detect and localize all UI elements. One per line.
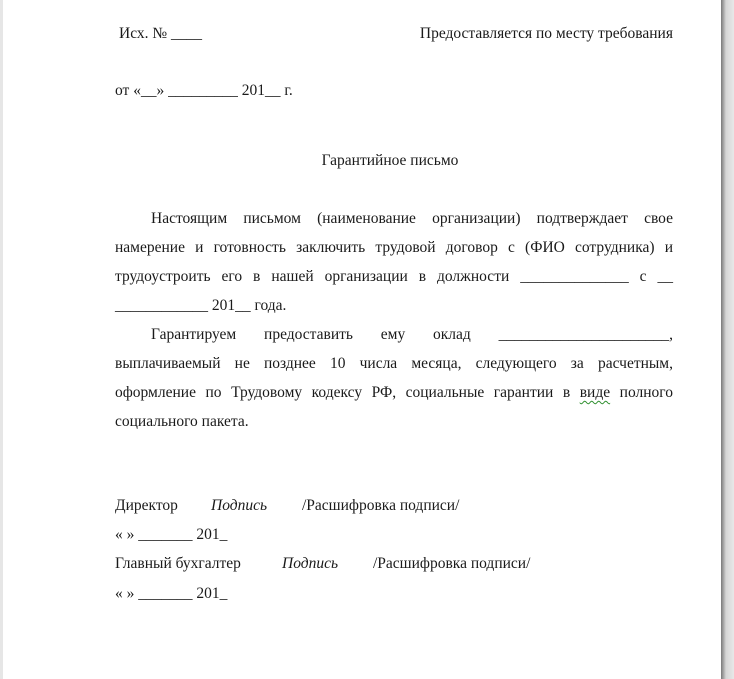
paragraph-line: ____________ 201__ года. (115, 297, 287, 314)
paragraph-line: Гарантируем предоставить ему оклад ______________________, (151, 326, 673, 343)
paragraph-line: социального пакета. (115, 413, 249, 430)
letter-date: от «__» _________ 201__ г. (115, 82, 293, 99)
accountant-date-line: « » _______ 201_ (115, 585, 228, 602)
director-role: Директор (115, 497, 178, 514)
paragraph-text: оформление по Трудовому кодексу РФ, социальные гарантии в (115, 384, 580, 401)
accountant-signature-decode: /Расшифровка подписи/ (373, 555, 531, 572)
paragraph-line (115, 378, 673, 407)
page-right-edge (721, 0, 734, 679)
paragraph-text: полного (610, 384, 673, 401)
salary-paragraph (115, 320, 673, 436)
paragraph-line: намерение и готовность заключить трудовой договор с (ФИО сотрудника) и (115, 239, 673, 256)
guarantee-paragraph (115, 204, 673, 320)
document-page (3, 0, 721, 679)
director-signature: Подпись (211, 497, 268, 514)
accountant-signature: Подпись (282, 555, 339, 572)
accountant-role: Главный бухгалтер (115, 555, 241, 572)
director-signature-decode: /Расшифровка подписи/ (302, 497, 460, 514)
paragraph-line: Настоящим письмом (наименование организации) подтверждает свое (151, 210, 673, 227)
director-date-line: « » _______ 201_ (115, 526, 228, 543)
outgoing-number: Исх. № ____ (119, 25, 203, 42)
director-signature-line (115, 496, 459, 516)
paragraph-line: выплачиваемый не позднее 10 числа месяца, следующего за расчетным, (115, 355, 673, 372)
paragraph-line: трудоустроить его в нашей организации в должности ______________ с __ (115, 268, 673, 285)
spellcheck-marked-word: виде (579, 384, 611, 401)
document-title: Гарантийное письмо (321, 152, 459, 169)
availability-note: Предоставляется по месту требования (419, 25, 673, 42)
accountant-signature-line (115, 554, 530, 574)
